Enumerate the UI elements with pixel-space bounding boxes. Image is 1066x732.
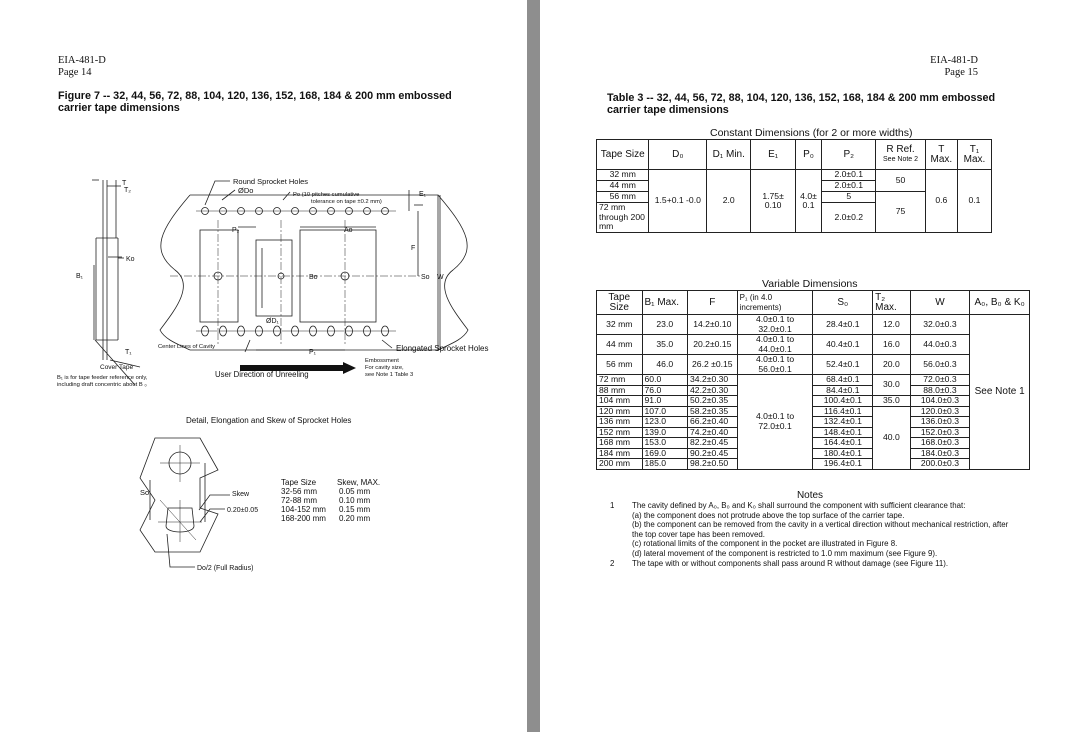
var-s0: 116.4±0.1 [813,406,873,417]
var-t2-b: 35.0 [873,396,910,407]
table-row [597,406,1030,417]
var-h-abk: A₀, B₀ & K₀ [970,291,1030,315]
var-b1: 91.0 [642,396,688,407]
var-t2: 12.0 [873,315,910,335]
var-size: 32 mm [597,315,643,335]
var-f: 42.2±0.30 [688,385,738,396]
constant-d1: 2.0 [707,170,751,233]
label-b1: B₁ [76,273,84,280]
label-e1: E₁ [419,191,427,198]
var-size: 120 mm [597,406,643,417]
var-f: 98.2±0.50 [688,459,738,470]
constant-p2-d: 2.0±0.2 [822,203,876,233]
constant-caption: Constant Dimensions (for 2 or more widths) [710,127,913,139]
right-doc-id: EIA-481-D [930,55,978,66]
var-b1: 185.0 [642,459,688,470]
var-h-s0: S₀ [813,291,873,315]
detail-title: Detail, Elongation and Skew of Sprocket Holes [186,416,352,425]
var-f: 82.2±0.45 [688,438,738,449]
var-s0: 132.4±0.1 [813,417,873,428]
label-w: W [437,274,444,281]
constant-size-56: 56 mm [597,192,649,203]
var-t2: 20.0 [873,355,910,375]
constant-h-p0: P₀ [795,140,821,170]
var-size: 44 mm [597,335,643,355]
label-round-holes: Round Sprocket Holes [233,177,309,186]
constant-d0: 1.5+0.1 -0.0 [649,170,707,233]
var-b1: 139.0 [642,427,688,438]
constant-t1: 0.1 [957,170,991,233]
label-p1: P₁ [309,349,317,356]
var-w: 152.0±0.3 [910,427,970,438]
skew-row-2-size: 72-88 mm [281,496,318,505]
var-p1: 4.0±0.1 to 44.0±0.1 [737,335,813,355]
label-cavity-size-2: see Note 1 Table 3 [365,372,414,378]
note-1 [610,501,1010,511]
constant-p2-b: 2.0±0.1 [822,181,876,192]
var-size: 72 mm [597,375,643,386]
label-ko: Ko [126,256,135,263]
label-elongated: Elongated Sprocket Holes [396,344,489,353]
constant-t: 0.6 [925,170,957,233]
constant-size-32: 32 mm [597,170,649,181]
var-size: 152 mm [597,427,643,438]
table-row [597,315,1030,335]
var-b1: 123.0 [642,417,688,428]
constant-h-t: T Max. [925,140,957,170]
constant-h-r-label: R Ref. [886,143,915,155]
label-p0: Po (10 pitches cumulative [293,192,360,198]
table-row [597,335,1030,355]
var-w: 120.0±0.3 [910,406,970,417]
var-b1: 169.0 [642,448,688,459]
variable-table-body [597,315,1030,470]
label-direction: User Direction of Unreeling [215,370,309,379]
skew-row-3-value: 0.15 mm [339,505,371,514]
var-w: 88.0±0.3 [910,385,970,396]
var-f: 50.2±0.35 [688,396,738,407]
var-f: 90.2±0.45 [688,448,738,459]
var-h-b1: B₁ Max. [642,291,688,315]
note-2 [610,559,1010,569]
constant-h-r [876,140,925,170]
constant-h-d0: D₀ [649,140,707,170]
skew-row-1-size: 32-56 mm [281,487,318,496]
var-w: 168.0±0.3 [910,438,970,449]
var-b1: 23.0 [642,315,688,335]
note-1-text: The cavity defined by A₀, B₀ and K₀ shall surround the component with sufficient clearance that: [632,501,966,510]
var-f: 34.2±0.30 [688,375,738,386]
var-size: 56 mm [597,355,643,375]
label-p2: P₂ [232,227,240,234]
var-see-note-1: See Note 1 [970,315,1030,470]
right-page-number: Page 15 [944,67,978,78]
var-b1: 107.0 [642,406,688,417]
label-t1: T₁ [125,349,132,356]
var-s0: 196.4±0.1 [813,459,873,470]
var-size: 168 mm [597,438,643,449]
note-2-number: 2 [610,558,615,568]
var-f: 14.2±0.10 [688,315,738,335]
label-a0: Ao [344,227,353,234]
var-p1: 4.0±0.1 to 56.0±0.1 [737,355,813,375]
skew-row-3-size: 104-152 mm [281,505,326,514]
left-page-number: Page 14 [58,67,92,78]
note-1d: (d) lateral movement of the component is restricted to 1.0 mm maximum (see Figure 9). [632,548,938,558]
constant-e1: 1.75± 0.10 [751,170,796,233]
table-row [597,396,1030,407]
var-t2: 16.0 [873,335,910,355]
variable-dimensions-table [596,290,1030,470]
table-row [597,385,1030,396]
var-size: 88 mm [597,385,643,396]
var-t2-c: 40.0 [873,406,910,469]
skew-row-2-value: 0.10 mm [339,496,371,505]
detail-so: So [140,488,150,497]
constant-dimensions-table [596,139,992,233]
constant-p0: 4.0± 0.1 [795,170,821,233]
var-h-w: W [910,291,970,315]
var-s0: 52.4±0.1 [813,355,873,375]
var-f: 20.2±0.15 [688,335,738,355]
var-b1: 46.0 [642,355,688,375]
skew-table-header-skew: Skew, MAX. [337,478,381,487]
var-w: 32.0±0.3 [910,315,970,335]
label-f: F [411,245,416,252]
skew-row-4-size: 168-200 mm [281,514,326,523]
var-h-p1: P₁ (in 4.0 increments) [737,291,813,315]
var-size: 104 mm [597,396,643,407]
detail-tol: 0.20±0.05 [227,507,259,514]
note-2-text: The tape with or without components shall pass around R without damage (see Figure 11). [632,558,949,568]
label-cavity-size-1: For cavity size, [365,365,404,371]
var-b1: 76.0 [642,385,688,396]
constant-h-e1: E₁ [751,140,796,170]
var-b1: 153.0 [642,438,688,449]
label-b1-note-1: B₁ is for tape feeder reference only, [57,375,148,381]
var-size: 136 mm [597,417,643,428]
var-s0: 100.4±0.1 [813,396,873,407]
label-centers: Center Lines of Cavity [158,344,216,350]
constant-size-44: 44 mm [597,181,649,192]
label-d1: ØD₁ [266,318,279,325]
var-p1-bottom: 4.0±0.1 to 72.0±0.1 [737,375,813,470]
constant-h-d1: D₁ Min. [707,140,751,170]
skew-row-4-value: 0.20 mm [339,514,371,523]
var-h-size: Tape Size [597,291,643,315]
table-row [597,448,1030,459]
label-d0: ØDo [238,186,254,195]
var-size: 200 mm [597,459,643,470]
figure-title-line1: Figure 7 -- 32, 44, 56, 72, 88, 104, 120, 136, 152, 168, 184 & 200 mm embossed [58,90,452,102]
var-w: 72.0±0.3 [910,375,970,386]
var-s0: 28.4±0.1 [813,315,873,335]
detail-do2: Do/2 (Full Radius) [197,565,254,572]
var-f: 58.2±0.35 [688,406,738,417]
table-row [597,459,1030,470]
figure-title-line2: carrier tape dimensions [58,102,180,114]
detail-skew: Skew [232,491,250,498]
var-f: 74.2±0.40 [688,427,738,438]
table-row [597,427,1030,438]
note-1a: (a) the component does not protrude above the top surface of the carrier tape. [632,510,905,520]
var-s0: 164.4±0.1 [813,438,873,449]
page-gutter [527,0,540,732]
table-title-line1: Table 3 -- 32, 44, 56, 72, 88, 104, 120, 136, 152, 168, 184 & 200 mm embossed [607,92,996,104]
var-w: 44.0±0.3 [910,335,970,355]
right-page [540,0,1066,732]
label-t: T [122,180,127,187]
constant-header-row [597,140,992,170]
var-w: 56.0±0.3 [910,355,970,375]
table-row [597,375,1030,386]
variable-caption: Variable Dimensions [762,278,858,290]
left-page [0,0,527,732]
note-1-number: 1 [610,501,615,510]
detail-diagram [0,0,527,732]
table-title-line2: carrier tape dimensions [607,104,729,116]
var-w: 200.0±0.3 [910,459,970,470]
table-row [597,355,1030,375]
constant-size-72-200: 72 mm through 200 mm [597,203,649,233]
var-h-f: F [688,291,738,315]
table-row [597,417,1030,428]
constant-p2-c: 5 [822,192,876,203]
label-t2: T₂ [124,187,131,194]
label-cover-tape: Cover Tape [100,364,134,371]
label-so: So [421,274,430,281]
skew-table-header-size: Tape Size [281,478,317,487]
var-h-t2: T₂ Max. [873,291,910,315]
notes-section [610,490,1010,568]
notes-title: Notes [796,490,824,501]
label-bo: Bo [309,274,318,281]
constant-see-note-2: See Note 2 [883,156,919,163]
var-s0: 40.4±0.1 [813,335,873,355]
constant-r-b: 75 [876,192,925,233]
label-embossment: Embossment [365,358,399,364]
table-row [597,438,1030,449]
constant-p2-a: 2.0±0.1 [822,170,876,181]
var-b1: 35.0 [642,335,688,355]
table-title [607,92,1027,116]
label-b1-note-2: including draft concentric about B ₀ [57,382,147,388]
var-s0: 84.4±0.1 [813,385,873,396]
var-size: 184 mm [597,448,643,459]
constant-h-p2: P₂ [822,140,876,170]
var-p1: 4.0±0.1 to 32.0±0.1 [737,315,813,335]
var-f: 66.2±0.40 [688,417,738,428]
note-1b: (b) the component can be removed from the cavity in a vertical direction without mechanical restriction, after the top cover tape has been removed. [632,520,1009,539]
skew-row-1-value: 0.05 mm [339,487,371,496]
constant-r-a: 50 [876,170,925,192]
note-1c: (c) rotational limits of the component in the pocket are illustrated in Figure 8. [632,539,898,549]
var-f: 26.2 ±0.15 [688,355,738,375]
var-t2-a: 30.0 [873,375,910,396]
var-w: 136.0±0.3 [910,417,970,428]
var-s0: 68.4±0.1 [813,375,873,386]
var-w: 184.0±0.3 [910,448,970,459]
constant-h-size: Tape Size [597,140,649,170]
var-s0: 148.4±0.1 [813,427,873,438]
variable-header-row [597,291,1030,315]
constant-h-t1: T₁ Max. [957,140,991,170]
var-s0: 180.4±0.1 [813,448,873,459]
var-b1: 60.0 [642,375,688,386]
label-p0-tol: tolerance on tape ±0.2 mm) [311,199,382,205]
var-w: 104.0±0.3 [910,396,970,407]
left-doc-id: EIA-481-D [58,55,106,66]
